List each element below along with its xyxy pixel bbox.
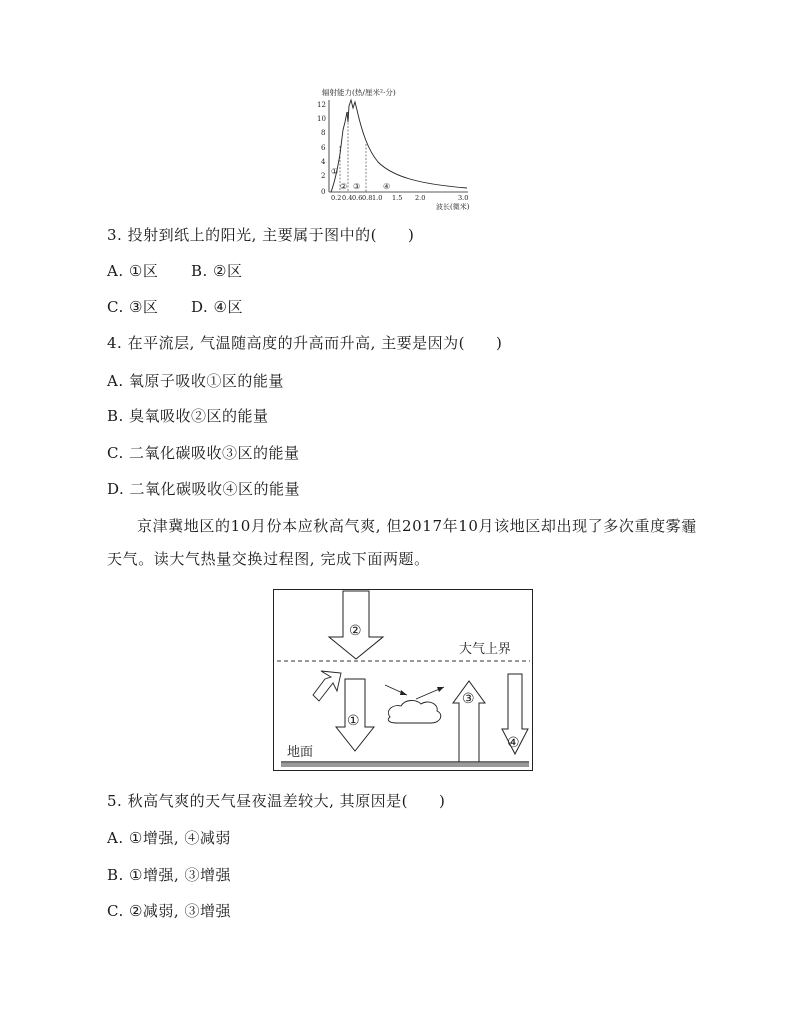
y-tick-4: 4: [321, 158, 326, 166]
q3-stem: 3. 投射到纸上的阳光, 主要属于图中的( ): [107, 226, 415, 244]
region-2-label: ②: [340, 182, 348, 191]
upper-boundary-label: 大气上界: [459, 642, 512, 657]
scatter-arrow-in-head: [400, 690, 407, 695]
q4-option-b[interactable]: B. 臭氧吸收②区的能量: [107, 407, 269, 425]
q3-option-d[interactable]: D. ④区: [191, 298, 243, 316]
q3-option-c[interactable]: C. ③区: [107, 298, 159, 316]
q4-option-c[interactable]: C. 二氧化碳吸收③区的能量: [107, 444, 300, 462]
x-tick-0.8: 0.8: [362, 194, 373, 202]
y-tick-0: 0: [321, 188, 326, 196]
arrow-3-label: ③: [462, 691, 475, 707]
q5-option-a[interactable]: A. ①增强, ④减弱: [107, 829, 231, 847]
q4-option-d[interactable]: D. 二氧化碳吸收④区的能量: [107, 480, 301, 498]
y-tick-10: 10: [317, 115, 326, 123]
arrow-2-label: ②: [349, 623, 362, 639]
q3-option-a[interactable]: A. ①区: [107, 262, 159, 280]
heat-exchange-figure: [273, 589, 534, 772]
x-tick-1.5: 1.5: [392, 194, 403, 202]
x-tick-2.0: 2.0: [415, 194, 426, 202]
spectrum-curve: [331, 100, 467, 192]
spectrum-x-title: 波长(微米): [436, 203, 470, 211]
x-tick-1.0: 1.0: [372, 194, 383, 202]
y-tick-6: 6: [321, 144, 326, 152]
x-tick-3.0: 3.0: [458, 194, 469, 202]
q4-option-a[interactable]: A. 氧原子吸收①区的能量: [107, 372, 284, 390]
region-1-label: ①: [331, 167, 339, 176]
arrow-1-label: ①: [347, 713, 360, 729]
reflection-arrow: [313, 671, 341, 701]
y-tick-2: 2: [321, 172, 326, 180]
x-tick-0.4: 0.4: [342, 194, 353, 202]
region-4-label: ④: [383, 182, 391, 191]
passage-text: 京津冀地区的10月份本应秋高气爽, 但2017年10月该地区却出现了多次重度雾霾天气。读大气热量交换过程图, 完成下面两题。: [107, 517, 697, 568]
radiation-spectrum-figure: [312, 84, 480, 212]
scatter-arrow-out-head: [437, 687, 444, 692]
passage: [107, 510, 697, 576]
cloud: [388, 700, 441, 723]
ground-label: 地面: [287, 745, 314, 760]
q3-option-b[interactable]: B. ②区: [191, 262, 243, 280]
region-3-label: ③: [353, 182, 361, 191]
x-tick-0.2: 0.2: [331, 194, 342, 202]
q5-option-c[interactable]: C. ②减弱, ③增强: [107, 902, 231, 920]
y-tick-8: 8: [321, 129, 326, 137]
y-tick-12: 12: [317, 101, 326, 109]
x-tick-0.6: 0.6: [352, 194, 363, 202]
q5-option-b[interactable]: B. ①增强, ③增强: [107, 866, 232, 884]
q4-stem: 4. 在平流层, 气温随高度的升高而升高, 主要是因为( ): [107, 334, 503, 352]
arrow-4-label: ④: [507, 735, 520, 751]
q5-stem: 5. 秋高气爽的天气昼夜温差较大, 其原因是( ): [107, 792, 446, 810]
ground-hatch: [281, 763, 529, 767]
figure-frame: [274, 590, 533, 771]
spectrum-y-title: 辐射能力(热/厘米²·分): [322, 88, 396, 97]
